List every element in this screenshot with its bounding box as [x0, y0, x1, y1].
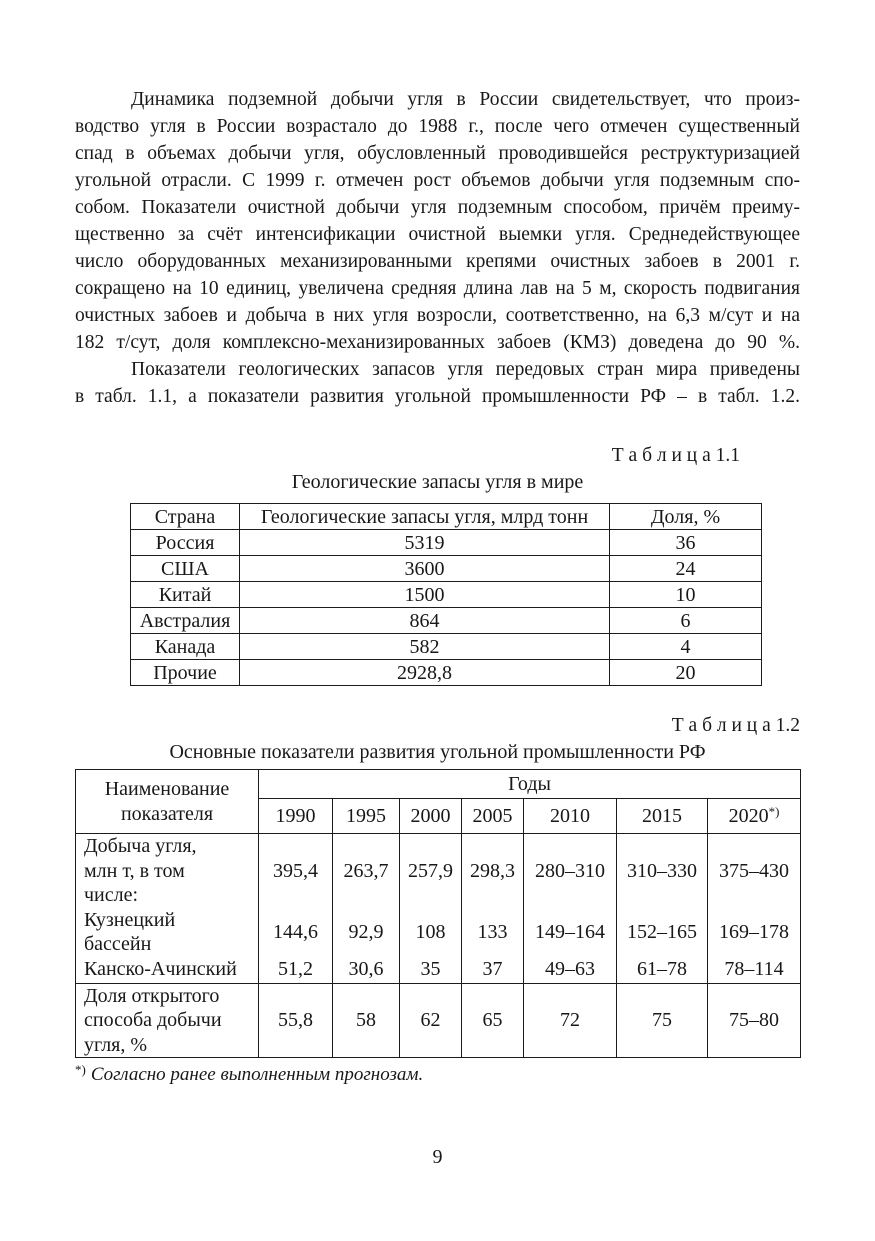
table-cell: 65 [462, 983, 524, 1058]
table-group-header-cell: Годы [259, 770, 801, 799]
table-cell: 24 [610, 556, 762, 582]
year-header-cell [708, 799, 801, 834]
header-line: показателя [120, 802, 214, 825]
paragraph-line: спад в объемах добычи угля, обусловленный проводившейся реструктуризацией [75, 143, 800, 164]
table-cell: 10 [610, 582, 762, 608]
paragraph-line: очистных забоев и добыча в них угля возросли, соответственно, на 6,3 м/сут и на [75, 305, 800, 326]
page-content [75, 86, 800, 1086]
table-cell: 144,6 [259, 908, 333, 957]
table-cell: 310–330 [617, 834, 708, 908]
row-label-cell [76, 908, 259, 957]
table-header-row [76, 770, 801, 799]
paragraph-line: число оборудованных механизированными крепями очистных забоев в 2001 г. [75, 251, 800, 272]
table-cell: Россия [131, 530, 240, 556]
table-cell: 298,3 [462, 834, 524, 908]
label-line: млн т, в том [84, 859, 185, 882]
table-header-row [131, 504, 762, 530]
table-header-cell [76, 770, 259, 834]
table-cell: 55,8 [259, 983, 333, 1058]
table-cell: 75–80 [708, 983, 801, 1058]
table-cell: США [131, 556, 240, 582]
paragraph-line: 182 т/сут, доля комплексно-механизированных забоев (КМЗ) доведена до 90 %. [75, 332, 800, 353]
footnote-marker: *) [75, 1062, 86, 1077]
paragraph-1 [75, 86, 800, 356]
table-cell: 4 [610, 634, 762, 660]
table-row [131, 530, 762, 556]
table-cell: 5319 [240, 530, 610, 556]
label-line: Кузнецкий [84, 908, 176, 931]
table-cell: 263,7 [333, 834, 400, 908]
table1-caption: Т а б л и ц а 1.1 [611, 445, 740, 466]
table-cell: Канада [131, 634, 240, 660]
footnote-text: Согласно ранее выполненным прогнозам. [90, 1064, 424, 1085]
table-row [131, 608, 762, 634]
table-cell: 75 [617, 983, 708, 1058]
table-cell: 864 [240, 608, 610, 634]
table-cell: Прочие [131, 660, 240, 686]
table-cell: 133 [462, 908, 524, 957]
table-cell: 51,2 [259, 957, 333, 984]
table-row [76, 983, 801, 1058]
table-cell: 152–165 [617, 908, 708, 957]
year-header-cell: 1995 [333, 799, 400, 834]
table-cell: 1500 [240, 582, 610, 608]
table-cell: 582 [240, 634, 610, 660]
paragraph-line: щественно за счёт интенсификации очистной выемки угля. Среднедействующее [75, 224, 800, 245]
label-line: Доля открытого [84, 984, 220, 1007]
table-header-cell: Геологические запасы угля, млрд тонн [240, 504, 610, 530]
table-row [76, 957, 801, 984]
paragraph-2 [75, 356, 800, 410]
year-header-cell: 2010 [524, 799, 617, 834]
label-line: угля, % [84, 1033, 148, 1056]
footnote-reference: *) [768, 803, 780, 819]
table-row [131, 582, 762, 608]
table-cell: 72 [524, 983, 617, 1058]
header-line: Наименование [104, 778, 230, 800]
page-number: 9 [432, 1146, 443, 1168]
table-cell: 20 [610, 660, 762, 686]
label-line: Добыча угля, [84, 835, 197, 857]
table-cell: 37 [462, 957, 524, 984]
year-header-cell: 2000 [400, 799, 462, 834]
table-cell: 280–310 [524, 834, 617, 908]
table-row [76, 834, 801, 908]
table2-title: Основные показатели развития угольной промышленности РФ [169, 741, 706, 763]
paragraph-line: водство угля в России возрастало до 1988 г., после чего отмечен существенный [75, 116, 800, 137]
table1-title: Геологические запасы угля в мире [291, 471, 584, 493]
label-line: бассейн [84, 933, 152, 955]
table-cell: Китай [131, 582, 240, 608]
table-footnote [75, 1064, 800, 1086]
table-cell: 62 [400, 983, 462, 1058]
paragraph-line: в табл. 1.1, а показатели развития угольной промышленности РФ – в табл. 1.2. [75, 386, 800, 407]
label-line: Канско-Ачинский [84, 958, 237, 981]
table-header-cell: Страна [131, 504, 240, 530]
table-cell: 257,9 [400, 834, 462, 908]
table-cell: 92,9 [333, 908, 400, 957]
table-cell: 49–63 [524, 957, 617, 984]
paragraph-line: собом. Показатели очистной добычи угля подземным способом, причём преиму- [75, 197, 800, 218]
table-cell: 61–78 [617, 957, 708, 984]
row-label-cell [76, 983, 259, 1058]
table-cell: 108 [400, 908, 462, 957]
table-header-cell: Доля, % [610, 504, 762, 530]
year-header-cell: 1990 [259, 799, 333, 834]
table-geological-reserves [130, 503, 762, 686]
table-cell: 36 [610, 530, 762, 556]
table-cell: 395,4 [259, 834, 333, 908]
year-header-cell: 2015 [617, 799, 708, 834]
table-cell: 169–178 [708, 908, 801, 957]
paragraph-line: Динамика подземной добычи угля в России свидетельствует, что произ- [131, 89, 800, 110]
table-cell: Австралия [131, 608, 240, 634]
row-label-cell [76, 957, 259, 984]
table-cell: 149–164 [524, 908, 617, 957]
table-row [131, 634, 762, 660]
table-cell: 375–430 [708, 834, 801, 908]
table-cell: 78–114 [708, 957, 801, 984]
table-cell: 30,6 [333, 957, 400, 984]
table-row [76, 908, 801, 957]
table-cell: 3600 [240, 556, 610, 582]
table2-caption: Т а б л и ц а 1.2 [671, 715, 800, 736]
table-row [131, 556, 762, 582]
table-cell: 2928,8 [240, 660, 610, 686]
paragraph-line: сокращено на 10 единиц, увеличена средняя длина лав на 5 м, скорость подвигания [75, 278, 800, 299]
paragraph-line: Показатели геологических запасов угля передовых стран мира приведены [131, 359, 800, 380]
table-cell: 6 [610, 608, 762, 634]
label-line: способа добычи [84, 1009, 222, 1031]
table-cell: 58 [333, 983, 400, 1058]
year-label: 2020 [728, 804, 769, 827]
label-line: числе: [84, 884, 139, 906]
paragraph-line: угольной отрасли. С 1999 г. отмечен рост объемов добычи угля подземным спо- [75, 170, 800, 191]
row-label-cell [76, 834, 259, 908]
table-coal-industry-indicators [75, 769, 801, 1058]
table-row [131, 660, 762, 686]
table-cell: 35 [400, 957, 462, 984]
year-header-cell: 2005 [462, 799, 524, 834]
